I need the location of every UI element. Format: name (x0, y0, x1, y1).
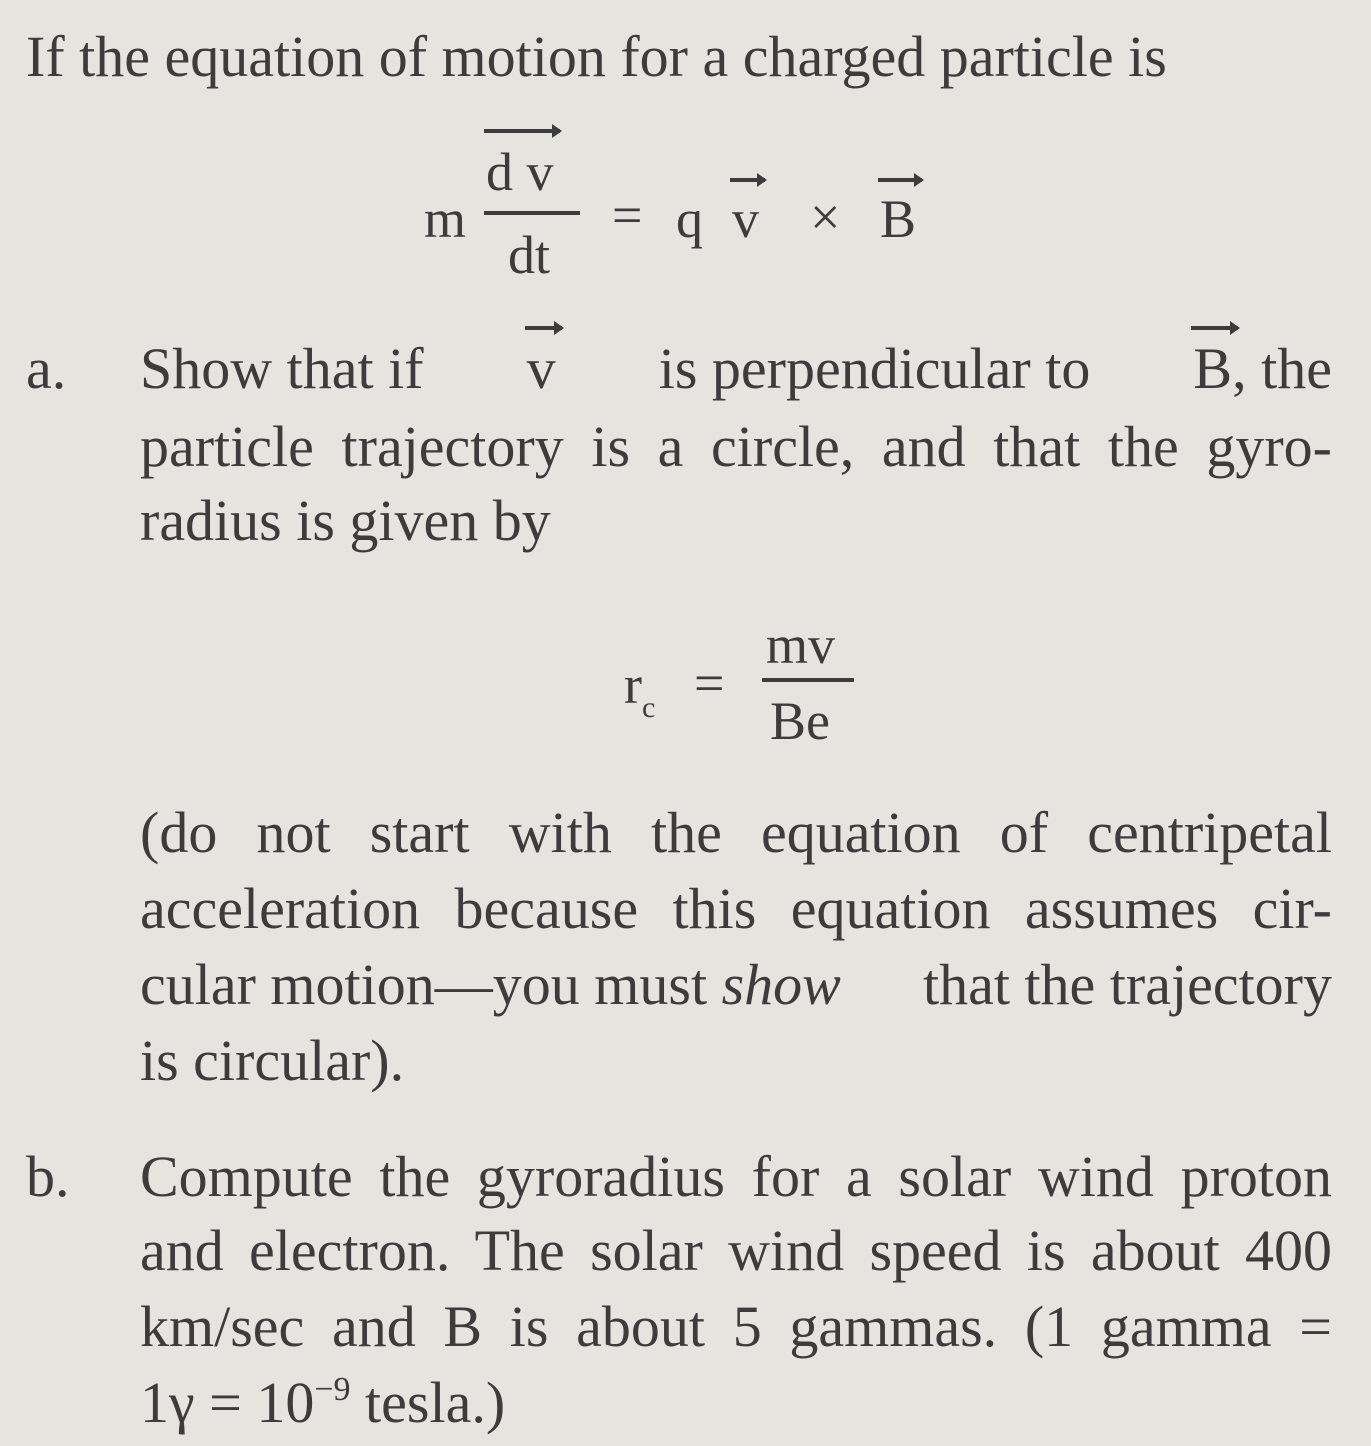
eq2-denominator: Be (770, 691, 830, 751)
emphasis-show: show (721, 952, 841, 1017)
note-line4: is circular). (140, 1028, 405, 1093)
eq2-numerator: mv (766, 615, 836, 675)
eq2-equals: = (694, 653, 725, 713)
eq1-dv: d v (486, 145, 554, 199)
part-a-label: a. (26, 336, 67, 401)
part-b-line4: $1\gamma = 10^{-9}$ tesla.) (140, 1370, 506, 1435)
eq1-denominator: dt (508, 225, 551, 285)
part-b-line3: km/sec and B is about 5 gammas. (1 gamma = (140, 1294, 1332, 1359)
eq2-fraction-bar (762, 678, 854, 682)
part-a-line3: radius is given by (140, 488, 551, 553)
eq1-m: m (424, 189, 467, 249)
note-line1: (do not start with the equation of centripetal (140, 800, 1332, 865)
note-line2: acceleration because this equation assumes cir- (140, 876, 1332, 941)
part-b-label: b. (26, 1144, 70, 1209)
eq2-r: $r_c$ (624, 655, 656, 724)
part-a-B-vector: B (1193, 340, 1232, 398)
part-b-line1: Compute the gyroradius for a solar wind proton (140, 1144, 1332, 1209)
eq1-equals: = (612, 185, 643, 245)
part-a-line2: particle trajectory is a circle, and that the gyro- (140, 414, 1332, 479)
eq1-B-vector: B (880, 192, 916, 246)
note-line3: cular motion—you must show that the trajectory (140, 952, 1332, 1017)
part-b-line2: and electron. The solar wind speed is about 400 (140, 1218, 1332, 1283)
intro-line: If the equation of motion for a charged particle is (26, 24, 1167, 89)
eq1-fraction-bar (484, 211, 580, 215)
eq1-q: q (676, 189, 703, 249)
part-a-line1: Show that if v is perpendicular to B, the (140, 340, 1332, 398)
part-a-v-vector: v (527, 340, 556, 398)
eq1-numerator (486, 142, 554, 202)
eq1-cross: × (810, 187, 841, 247)
eq1-v-vector: v (732, 192, 759, 246)
